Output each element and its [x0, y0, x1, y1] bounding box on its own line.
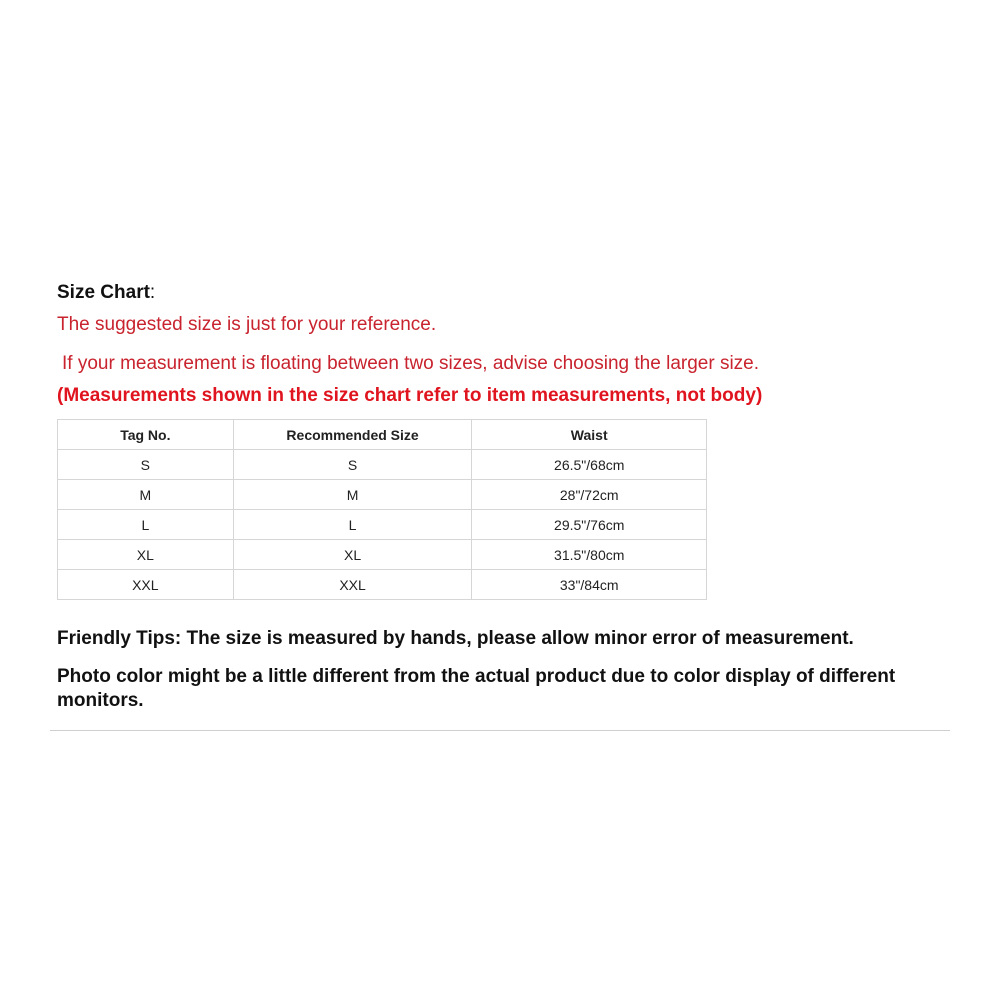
measurement-warning: (Measurements shown in the size chart refer to item measurements, not body) — [57, 385, 763, 406]
reference-note: The suggested size is just for your reference. — [57, 314, 437, 335]
table-row — [58, 570, 707, 600]
photo-color-note: Photo color might be a little different from the actual product due to color display of different monitors. — [57, 666, 896, 711]
cell-waist: 29.5"/76cm — [472, 510, 707, 540]
size-chart-title-colon: : — [149, 282, 156, 303]
size-chart-section — [57, 281, 950, 713]
cell-waist: 28"/72cm — [472, 480, 707, 510]
table-header-row — [58, 420, 707, 450]
cell-tag: M — [58, 480, 234, 510]
divider-line — [50, 730, 950, 731]
header-tag-no: Tag No. — [58, 420, 234, 450]
table-row — [58, 450, 707, 480]
size-chart-title — [57, 281, 950, 305]
cell-waist: 33"/84cm — [472, 570, 707, 600]
friendly-tips: Friendly Tips: The size is measured by hands, please allow minor error of measurement. — [57, 628, 854, 649]
cell-tag: XXL — [58, 570, 234, 600]
cell-waist: 26.5"/68cm — [472, 450, 707, 480]
header-recommended-size: Recommended Size — [233, 420, 472, 450]
cell-recommended: XXL — [233, 570, 472, 600]
cell-recommended: L — [233, 510, 472, 540]
table-row — [58, 540, 707, 570]
cell-waist: 31.5"/80cm — [472, 540, 707, 570]
cell-recommended: XL — [233, 540, 472, 570]
between-sizes-note: If your measurement is floating between two sizes, advise choosing the larger size. — [62, 353, 760, 374]
cell-tag: L — [58, 510, 234, 540]
header-waist: Waist — [472, 420, 707, 450]
cell-recommended: M — [233, 480, 472, 510]
size-table — [57, 419, 707, 600]
size-chart-title-label: Size Chart — [57, 282, 150, 303]
cell-tag: XL — [58, 540, 234, 570]
cell-tag: S — [58, 450, 234, 480]
cell-recommended: S — [233, 450, 472, 480]
table-row — [58, 480, 707, 510]
table-row — [58, 510, 707, 540]
